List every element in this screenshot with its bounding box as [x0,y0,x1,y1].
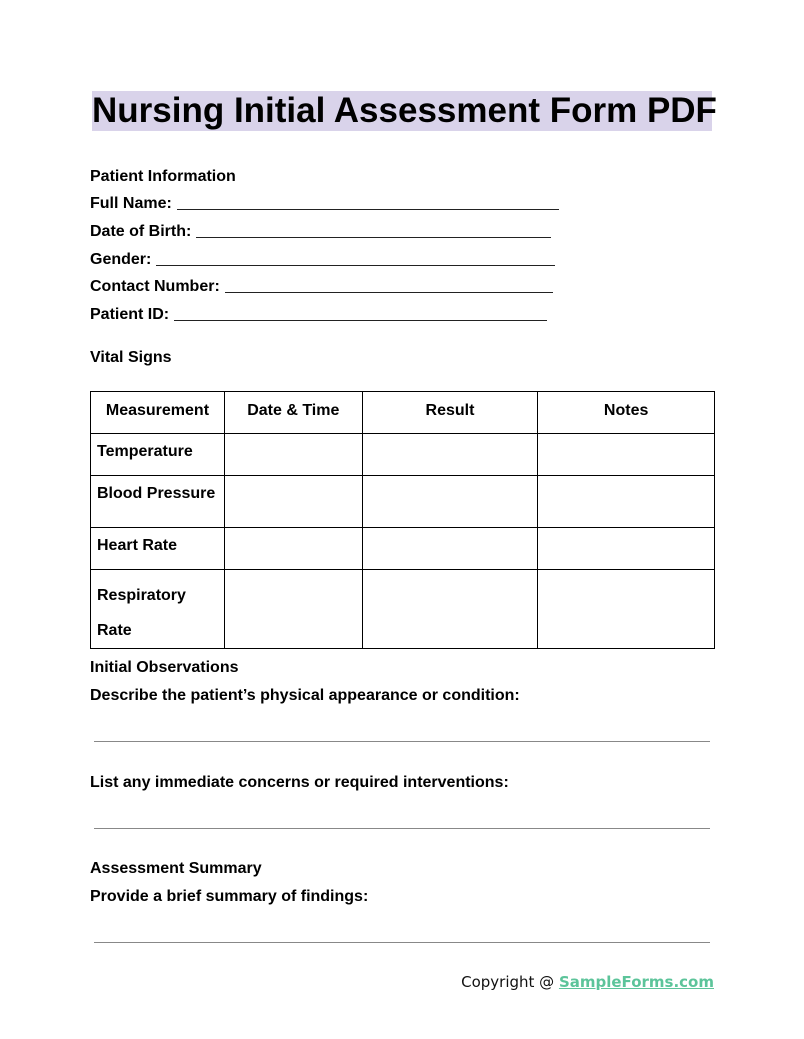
patient-id-blank[interactable] [174,306,547,321]
date-of-birth-label: Date of Birth: [90,223,192,240]
full-name-blank[interactable] [177,195,559,210]
measurement-cell [91,434,225,476]
concerns-prompt: List any immediate concerns or required interventions: [90,774,509,791]
patient-id-label: Patient ID: [90,306,170,323]
column-header-date-time: Date & Time [224,392,362,434]
measurement-label: Blood Pressure [97,485,216,502]
date-of-birth-field[interactable] [90,222,551,242]
sampleforms-link[interactable]: SampleForms.com [558,973,714,991]
contact-number-field[interactable] [90,277,553,297]
summary-prompt: Provide a brief summary of findings: [90,888,369,905]
assessment-summary-heading: Assessment Summary [90,860,262,877]
date-time-cell[interactable] [224,570,362,649]
column-header-result: Result [362,392,538,434]
column-header-notes: Notes [538,392,715,434]
contact-number-blank[interactable] [225,278,553,293]
table-row [91,434,715,476]
date-time-cell[interactable] [224,434,362,476]
table-header-row [91,392,715,434]
measurement-label-line1: Respiratory [97,587,186,604]
gender-blank[interactable] [156,251,555,266]
table-row [91,528,715,570]
result-cell[interactable] [362,434,538,476]
copyright-footer [461,972,714,992]
measurement-cell [91,528,225,570]
summary-answer-line[interactable] [94,942,710,943]
full-name-label: Full Name: [90,195,172,212]
copyright-text: Copyright @ [461,973,559,991]
vital-signs-table [90,391,715,649]
patient-information-heading: Patient Information [90,168,236,185]
measurement-cell [91,570,225,649]
measurement-cell [91,476,225,528]
column-header-measurement: Measurement [91,392,225,434]
gender-field[interactable] [90,250,555,270]
gender-label: Gender: [90,251,152,268]
vital-signs-heading: Vital Signs [90,349,172,366]
date-of-birth-blank[interactable] [196,223,551,238]
table-row [91,570,715,649]
appearance-prompt: Describe the patient’s physical appearance or condition: [90,687,520,704]
notes-cell[interactable] [538,434,715,476]
table-row [91,476,715,528]
result-cell[interactable] [362,476,538,528]
appearance-answer-line[interactable] [94,741,710,742]
initial-observations-heading: Initial Observations [90,659,239,676]
date-time-cell[interactable] [224,476,362,528]
full-name-field[interactable] [90,194,559,214]
concerns-answer-line[interactable] [94,828,710,829]
patient-id-field[interactable] [90,305,547,325]
date-time-cell[interactable] [224,528,362,570]
page-title: Nursing Initial Assessment Form PDF [92,91,717,130]
measurement-label: Temperature [97,443,193,460]
notes-cell[interactable] [538,476,715,528]
result-cell[interactable] [362,570,538,649]
result-cell[interactable] [362,528,538,570]
contact-number-label: Contact Number: [90,278,220,295]
notes-cell[interactable] [538,570,715,649]
measurement-label: Heart Rate [97,537,178,554]
notes-cell[interactable] [538,528,715,570]
measurement-label-line2: Rate [97,622,132,639]
